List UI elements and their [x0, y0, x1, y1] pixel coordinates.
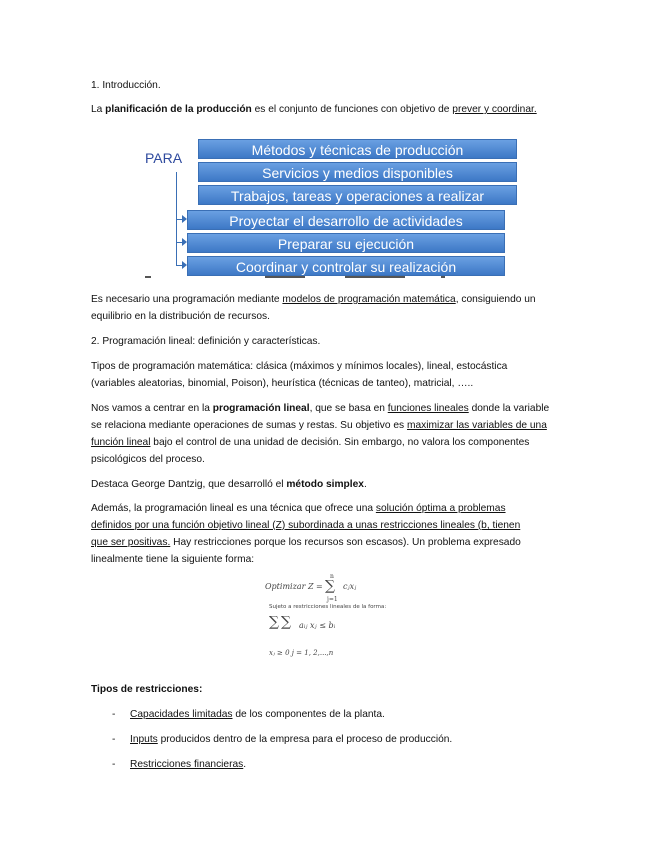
- list-item-text: [130, 706, 385, 723]
- formula-sigma-3: ∑: [281, 614, 291, 630]
- para1-underlined: modelos de programación matemática: [282, 294, 456, 305]
- list-item-underlined: Restricciones financieras: [130, 759, 244, 770]
- para3-l1-mid: , que se basa en: [309, 403, 388, 414]
- para4-suffix: .: [363, 479, 367, 490]
- para1-suffix: , consiguiendo un: [455, 294, 536, 305]
- heading-linear-programming: 2. Programación lineal: definición y características.: [91, 336, 321, 347]
- diagram-top-item-1: Métodos y técnicas de producción: [198, 139, 517, 159]
- intro-paragraph: [91, 101, 591, 118]
- intro-middle: es el conjunto de funciones con objetivo de: [251, 104, 453, 115]
- paragraph-programming-models: [91, 291, 571, 325]
- para3-l3-suffix: bajo el control de una unidad de decisión. Sin embargo, no valora los componentes: [150, 437, 530, 448]
- restrictions-title-text: Tipos de restricciones:: [91, 684, 203, 695]
- paragraph-linear-programming: [91, 400, 581, 468]
- paragraph-optimal-solution: [91, 500, 581, 568]
- list-dash: -: [112, 709, 116, 720]
- para3-line4: psicológicos del proceso.: [91, 454, 205, 465]
- list-item-text: [130, 756, 246, 773]
- para1-prefix: Es necesario una programación mediante: [91, 294, 283, 305]
- para3-underlined-1: funciones lineales: [387, 403, 469, 414]
- list-item-suffix: de los componentes de la planta.: [232, 709, 385, 720]
- para3-bold-term: programación lineal: [212, 403, 310, 414]
- para5-underlined-1: solución óptima a problemas: [375, 503, 506, 514]
- para2-line1: Tipos de programación matemática: clásica (máximos y mínimos locales), lineal, estocástica: [91, 361, 508, 372]
- formula-objective-label: Optimizar Z =: [265, 582, 323, 591]
- diagram-bottom-item-1: Proyectar el desarrollo de actividades: [187, 210, 505, 230]
- paragraph-programming-types: [91, 358, 581, 392]
- para5-underlined-2: definidos por una función objetivo lineal (Z) subordinada a unas restricciones lineales (b, tienen: [91, 520, 521, 531]
- diagram-label: PARA: [145, 150, 183, 166]
- list-dash: -: [112, 759, 116, 770]
- list-item-suffix: .: [243, 759, 247, 770]
- formula-sum-bottom: j=1: [327, 596, 338, 603]
- list-item-text: [130, 731, 452, 748]
- formula-subject-to: Sujeto a restricciones lineales de la forma:: [269, 604, 387, 610]
- para5-underlined-3: que ser positivas.: [91, 537, 171, 548]
- heading-introduction: 1. Introducción.: [91, 80, 161, 91]
- diagram-bottom-item-3: Coordinar y controlar su realización: [187, 256, 505, 276]
- para3-underlined-3: función lineal: [91, 437, 151, 448]
- formula-sum-top: n: [330, 573, 334, 580]
- formula-sigma-2: ∑: [269, 614, 279, 630]
- diagram-top-item-3: Trabajos, tareas y operaciones a realizar: [198, 185, 517, 205]
- para3-l2-prefix: se relaciona mediante operaciones de sumas y restas. Su objetivo es: [91, 420, 407, 431]
- list-item-underlined: Capacidades limitadas: [130, 709, 233, 720]
- para3-l1-prefix: Nos vamos a centrar en la: [91, 403, 213, 414]
- para3-underlined-2: maximizar las variables de una: [407, 420, 547, 431]
- para1-line2: equilibrio en la distribución de recursos.: [91, 311, 270, 322]
- formula-sigma-1: ∑: [325, 578, 335, 594]
- para5-l3-suffix: Hay restricciones porque los recursos son escasos). Un problema expresado: [170, 537, 521, 548]
- formula-objective-term: cⱼxⱼ: [343, 582, 357, 591]
- paragraph-dantzig: [91, 476, 571, 493]
- list-item-suffix: producidos dentro de la empresa para el proceso de producción.: [157, 734, 453, 745]
- list-dash: -: [112, 734, 116, 745]
- para5-l1-prefix: Además, la programación lineal es una técnica que ofrece una: [91, 503, 376, 514]
- para5-line4: linealmente tiene la siguiente forma:: [91, 554, 255, 565]
- diagram-bottom-item-2: Preparar su ejecución: [187, 233, 505, 253]
- diagram-top-item-2: Servicios y medios disponibles: [198, 162, 517, 182]
- para4-prefix: Destaca George Dantzig, que desarrolló el: [91, 479, 287, 490]
- obscured-text-fragment: [145, 275, 505, 281]
- formula-nonnegativity: xⱼ ≥ 0 j = 1, 2,...,n: [269, 649, 334, 657]
- linear-program-formula: [265, 573, 405, 666]
- restrictions-title: [91, 681, 571, 698]
- list-item-underlined: Inputs: [130, 734, 158, 745]
- para4-bold-term: método simplex: [286, 479, 364, 490]
- intro-underlined-term: prever y coordinar.: [452, 104, 537, 115]
- para2-line2: (variables aleatorias, binomial, Poison), heurística (técnicas de tanteo), matricial, …..: [91, 378, 474, 389]
- intro-prefix: La: [91, 104, 106, 115]
- formula-constraint: aᵢⱼ xⱼ ≤ bᵢ: [299, 621, 336, 630]
- intro-bold-term: planificación de la producción: [105, 104, 252, 115]
- para3-l1-suffix: donde la variable: [468, 403, 550, 414]
